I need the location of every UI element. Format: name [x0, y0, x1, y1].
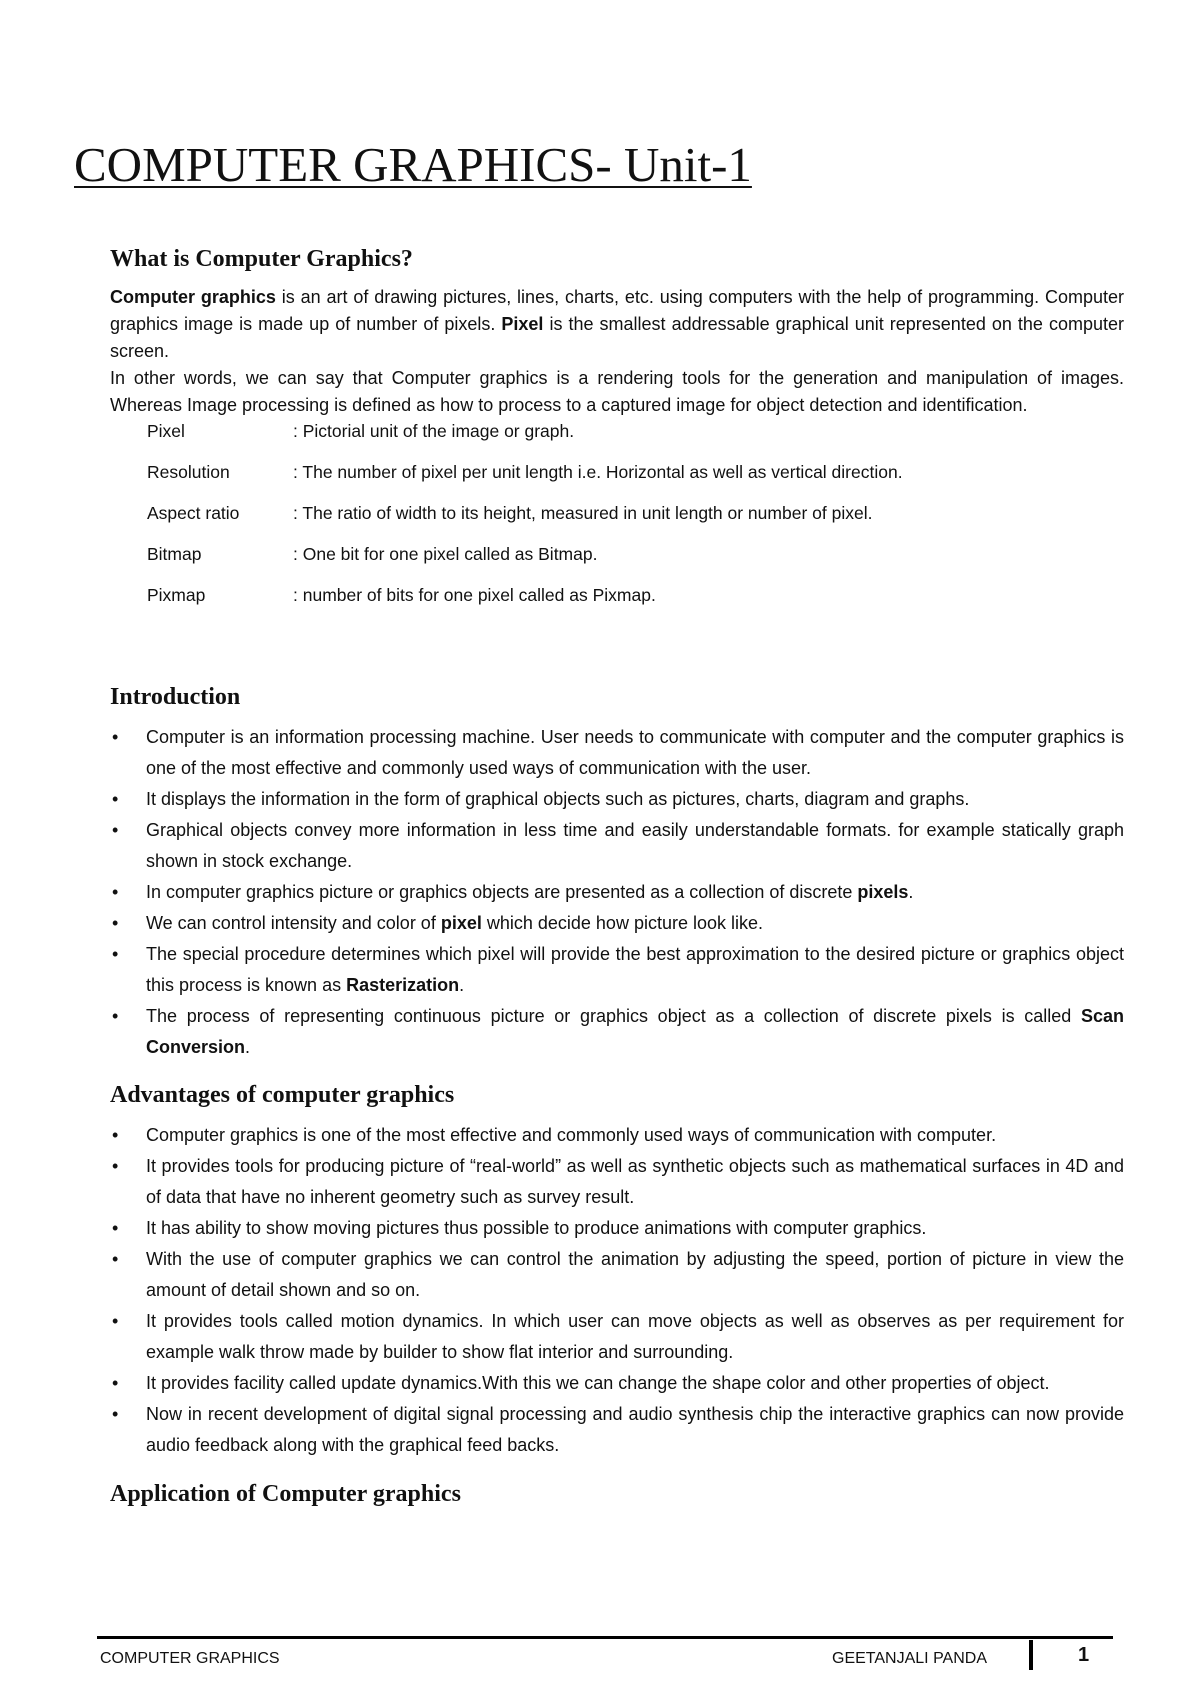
footer-separator-bar: [1029, 1640, 1033, 1670]
list-item: [110, 939, 1124, 1001]
bold-term: pixel: [440, 913, 482, 933]
list-item-text: .: [245, 1037, 251, 1057]
page-number: 1: [1078, 1644, 1090, 1666]
section-heading-application: Application of Computer graphics: [110, 1481, 461, 1507]
definition-term: Bitmap: [147, 544, 202, 564]
definition-row: [147, 419, 1124, 460]
definition-term: Aspect ratio: [147, 503, 240, 523]
definition-desc: : The ratio of width to its height, measured in unit length or number of pixel.: [293, 503, 873, 523]
bold-term: Pixel: [501, 314, 544, 334]
list-item-text: The special procedure determines which pixel will provide the best approximation to the desired picture or graphics object this process is known as: [146, 944, 1124, 995]
definition-row: [147, 542, 1124, 583]
advantages-list: [110, 1120, 1124, 1461]
bold-term: pixels: [857, 882, 909, 902]
list-item: • Computer graphics is one of the most effective and commonly used ways of communication with computer.: [110, 1120, 1124, 1151]
list-item-text: We can control intensity and color of: [146, 913, 441, 933]
document-title: COMPUTER GRAPHICS- Unit-1: [74, 137, 752, 192]
list-item: • It has ability to show moving pictures thus possible to produce animations with computer graphics.: [110, 1213, 1124, 1244]
definition-row: [147, 583, 1124, 624]
definition-term: Pixel: [147, 421, 185, 441]
definition-desc: : number of bits for one pixel called as Pixmap.: [293, 585, 656, 605]
section-heading-introduction: Introduction: [110, 684, 241, 710]
list-item: • With the use of computer graphics we can control the animation by adjusting the speed, portion of picture in view the amount of detail shown and so on.: [110, 1244, 1124, 1306]
definition-desc: : One bit for one pixel called as Bitmap.: [293, 544, 598, 564]
paragraph-definition: [110, 284, 1124, 365]
list-item: • Now in recent development of digital signal processing and audio synthesis chip the interactive graphics can now provide audio feedback along with the graphical feed backs.: [110, 1399, 1124, 1461]
list-item: • It displays the information in the form of graphical objects such as pictures, charts, diagram and graphs.: [110, 784, 1124, 815]
list-item: • It provides tools called motion dynamics. In which user can move objects as well as observes as per requirement for example walk throw made by builder to show flat interior and surrounding.: [110, 1306, 1124, 1368]
introduction-list: [110, 722, 1124, 1063]
paragraph-text: is the smallest addressable graphical unit represented on the computer screen.: [110, 314, 1124, 361]
definition-desc: : Pictorial unit of the image or graph.: [293, 421, 575, 441]
list-item: • Computer is an information processing machine. User needs to communicate with computer and the computer graphics is one of the most effective and commonly used ways of communication with the user.: [110, 722, 1124, 784]
list-item-text: which decide how picture look like.: [481, 913, 764, 933]
document-content: [110, 244, 1124, 1509]
list-item: [110, 908, 1124, 939]
definition-list: [147, 419, 1124, 624]
bold-term: Rasterization: [346, 975, 460, 995]
paragraph-other-words: In other words, we can say that Computer graphics is a rendering tools for the generation and manipulation of images. Whereas Image processing is defined as how to process to a captured image for object detection and identification.: [110, 368, 1124, 415]
section-heading-what-is: What is Computer Graphics?: [110, 246, 413, 272]
list-item: • It provides tools for producing picture of “real-world” as well as synthetic objects such as mathematical surfaces in 4D and of data that have no inherent geometry such as survey result.: [110, 1151, 1124, 1213]
section-heading-advantages: Advantages of computer graphics: [110, 1082, 455, 1108]
list-item-text: The process of representing continuous picture or graphics object as a collection of discrete pixels is called: [146, 1006, 1081, 1026]
list-item: [110, 877, 1124, 908]
definition-row: [147, 460, 1124, 501]
bold-term: Computer graphics: [110, 287, 276, 307]
list-item-text: In computer graphics picture or graphics objects are presented as a collection of discrete: [146, 882, 858, 902]
footer-divider: [97, 1636, 1113, 1639]
paragraph-text: is an art of drawing pictures, lines, charts, etc. using computers with the help of programming. Computer graphics image is made up of number of pixels.: [110, 287, 1124, 334]
list-item-text: .: [908, 882, 914, 902]
list-item: • It provides facility called update dynamics.With this we can change the shape color and other properties of object.: [110, 1368, 1124, 1399]
definition-term: Resolution: [147, 462, 230, 482]
footer-author: GEETANJALI PANDA: [832, 1650, 987, 1667]
definition-term: Pixmap: [147, 585, 206, 605]
footer-course-name: COMPUTER GRAPHICS: [100, 1650, 280, 1667]
bold-term: Scan Conversion: [146, 1006, 1124, 1057]
list-item: • Graphical objects convey more information in less time and easily understandable formats. for example statically graph shown in stock exchange.: [110, 815, 1124, 877]
definition-row: [147, 501, 1124, 542]
list-item: [110, 1001, 1124, 1063]
list-item-text: .: [459, 975, 465, 995]
definition-desc: : The number of pixel per unit length i.e. Horizontal as well as vertical direction.: [293, 462, 903, 482]
